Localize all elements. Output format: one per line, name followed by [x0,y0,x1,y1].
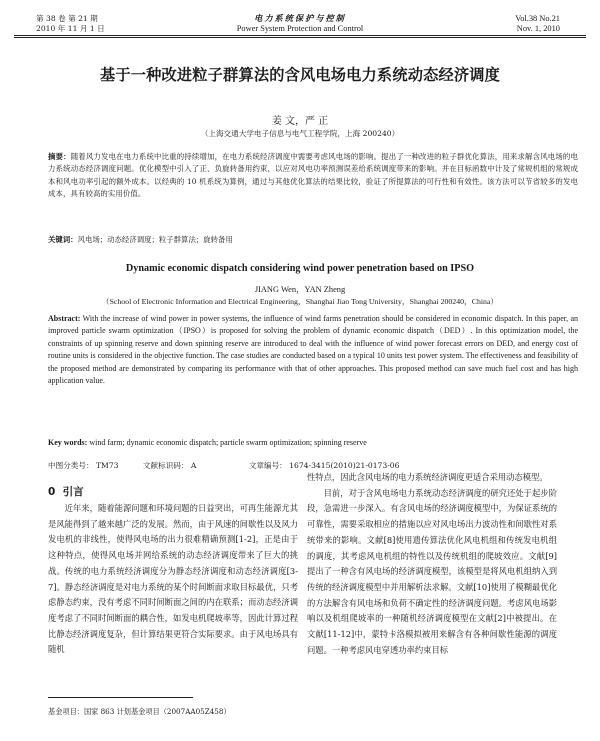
header-rule [14,35,586,36]
clc-label: 中图分类号： [48,461,94,470]
abstract-en-label: Abstract: [48,314,81,323]
intro-paragraph-1: 近年来，随着能源问题和环境问题的日益突出，可再生能源尤其是风能得到了越来越广泛的发展。然而，由于风速的间歇性以及风力发电机的非线性，使得风电场的出力很难精确预测[1-2]，正是由于这种特点，使得风电场并网给系统的动态经济调度带来了巨大的挑战。传统的电力系统经济调度分为静态经济调度和动态经济调度[3-7]。静态经济调度是对电力系统的某个时间断面求取目标最优，只考虑静态约束，没有考虑不同时间断面之间的内在联系；而动态经济调度考虑了不同时间断面的耦合性，如发电机爬坡率等，因此计算过程比静态经济调度复杂，但计算结果更符合实际要求。由于风电场具有随机 [48,503,298,655]
abstract-en [48,313,578,387]
abstract-cn-label: 摘要： [48,152,71,161]
date-en: Nov. 1, 2010 [516,24,560,33]
article-number-value: 1674-3415(2010)21-0173-06 [289,461,400,470]
publication-date: 2010 年 11 月 1 日 [36,24,105,33]
keywords-en [48,436,578,449]
funding-footnote: 基金项目：国家 863 计划基金项目（2007AA05Z458） [48,707,231,716]
abstract-cn [48,151,578,201]
footnote-rule [48,697,193,698]
section-number: 0 [48,486,56,498]
article-number-label: 文章编号： [248,461,287,470]
keywords-cn-text: 风电场；动态经济调度；粒子群算法；旋转备用 [77,235,233,244]
abstract-en-text: With the increase of wind power in power systems, the influence of wind farms penetration should be considered in economic dispatch. In this paper, an improved particle swarm optimization（IPSO）is proposed for solving the problem of dynamic economic dispatch（DED）. In this optimization model, the constraints of up spinning reserve and down spinning reserve are introduced to deal with the influence of wind power forecast errors on DED, and energy cost of routine units is considered in the objective function. The case studies are conducted based on a typical 10 units test power system. The effectiveness and feasibility of the proposed method are demonstrated by comparing its performance with that of other approaches. This proposed method can save much fuel cost and has high application value. [48,314,579,386]
journal-name-cn: 电力系统保护与控制 [254,13,346,23]
authors-cn: 姜 文，严 正 [271,116,329,127]
keywords-en-label: Key words: [48,438,88,447]
intro-paragraph-continued: 性特点，因此含风电场的电力系统经济调度更适合采用动态模型。 [307,472,548,482]
intro-column-left [48,501,298,691]
abstract-cn-text: 随着风力发电在电力系统中比重的持续增加，在电力系统经济调度中需要考虑风电场的影响。提出了一种改进的粒子群优化算法，用来求解含风电场的电力系统动态经济调度问题。优化模型中引入了正、负旋转备用约束，以应对风电功率预测误差给系统调度带来的影响。并在目标函数中计及了常规机组的常规成本和风电功率引起的额外成本。以经典的 10 机系统为算例，通过与其他优化算法的结果比较，验证了所提算法的可行性和有效性。该方法可以节省较多的发电成本，具有较高的实用价值。 [48,152,578,199]
keywords-cn [48,233,578,246]
clc-value: TM73 [95,461,119,470]
volume-issue: 第 38 卷 第 21 期 [36,14,98,23]
intro-column-right [307,470,557,735]
affiliation-en: （School of Electronic Information and Electrical Engineering，Shanghai Jiao Tong University，Shanghai 200240，China） [101,297,499,306]
section-title: 引言 [62,486,84,498]
affiliation-cn: （上海交通大学电子信息与电气工程学院，上海 200240） [200,129,400,138]
doc-code-value: A [190,461,197,470]
journal-name-en: Power System Protection and Control [236,24,364,33]
doc-code-label: 文献标识码： [142,461,189,470]
section-heading [48,484,84,499]
intro-paragraph-2: 目前，对于含风电场电力系统动态经济调度的研究还处于起步阶段，急需进一步深入。有含风电场的经济调度模型中，为保证系统的可靠性，需要采取相应的措施以应对风电场出力波动性和间歇性对系统带来的影响。文献[8]使用遗传算法优化风电机组和传统发电机组的调度，其考虑风电机组的特性以及传统机组的爬坡效应。文献[9]提出了一种含有风电场的经济调度模型，该模型是将风电机组纳入到传统的经济调度模型中并用解析法求解。文献[10]使用了模糊最优化的方法解含有风电场和负荷不确定性的经济调度问题。考虑风电场影响以及机组爬坡率的一种随机经济调度模型在文献[2]中被提出。在文献[11-12]中，蒙特卡洛模拟被用来解含有各种间歇性能源的调度问题。一种考虑风电穿透功率约束目标 [307,487,557,655]
header-rule-thin [14,37,586,38]
paper-title-en: Dynamic economic dispatch considering wind power penetration based on IPSO [125,263,475,274]
authors-en: JIANG Wen，YAN Zheng [254,285,346,294]
keywords-cn-label: 关键词： [48,235,78,244]
keywords-en-text: wind farm; dynamic economic dispatch; particle swarm optimization; spinning reserve [89,438,367,447]
paper-title-cn: 基于一种改进粒子群算法的含风电场电力系统动态经济调度 [99,66,501,84]
volume-number-en: Vol.38 No.21 [515,14,560,23]
